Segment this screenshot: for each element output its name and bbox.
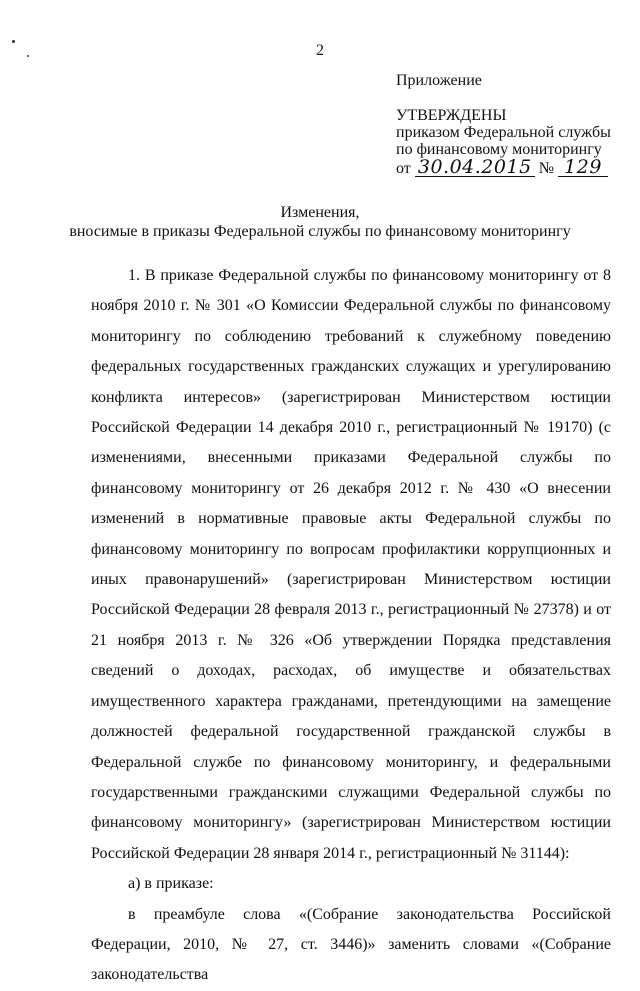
document-subheading: вносимые в приказы Федеральной службы по финансовому мониторингу bbox=[69, 223, 571, 240]
page-number: 2 bbox=[316, 42, 324, 59]
approved-title: УТВЕРЖДЕНЫ bbox=[396, 107, 507, 124]
date-prefix: от bbox=[396, 160, 411, 177]
approved-by-line: приказом Федеральной службы bbox=[396, 124, 611, 141]
body-paragraph: в преамбуле слова «(Собрание законодательства Российской Федерации, 2010, № 27, ст. 3446)» заменить словами «(Собрание законодательства bbox=[91, 905, 611, 984]
approved-by-line: по финансовому мониторингу bbox=[396, 141, 602, 158]
document-body bbox=[91, 261, 611, 991]
body-subitem: а) в приказе: bbox=[128, 875, 214, 893]
body-paragraph: 1. В приказе Федеральной службы по финансовому мониторингу от 8 ноября 2010 г. № 301 «О Комиссии Федеральной службы по финансовому мониторингу по соблюдению требований к служебному поведению федеральных государственных гражданских служащих и урегулированию конфликта интересов» (зарегистрирован Министерством юстиции Российской Федерации 14 декабря 2010 г., регистрационный № 19170) (с изменениями, внесенными приказами Федеральной службы по финансовому мониторингу от 26 декабря 2012 г. № 430 «О внесении изменений в нормативные правовые акты Федеральной службы по финансовому мониторингу по вопросам профилактики коррупционных и иных правонарушений» (зарегистрирован Министерством юстиции Российской Федерации 28 февраля 2013 г., регистрационный № 27378) и от 21 ноября 2013 г. № 326 «Об утверждении Порядка представления сведений о доходах, расходах, об имуществе и обязательствах имущественного характера гражданами, претендующими на замещение должностей федеральной государственной гражданской службы в Федеральной службе по финансовому мониторингу, и федеральными государственными гражданскими служащими Федеральной службы по финансовому мониторингу» (зарегистрирован Министерством юстиции Российской Федерации 28 января 2014 г., регистрационный № 31144): bbox=[91, 267, 611, 862]
approval-block bbox=[396, 72, 626, 177]
handwritten-date: 30.04.2015 bbox=[415, 158, 535, 177]
document-heading: Изменения, bbox=[280, 204, 360, 221]
order-date-number-line bbox=[396, 158, 626, 177]
number-prefix: № bbox=[538, 160, 555, 177]
appendix-label: Приложение bbox=[396, 72, 482, 89]
handwritten-number: 129 bbox=[558, 158, 608, 177]
